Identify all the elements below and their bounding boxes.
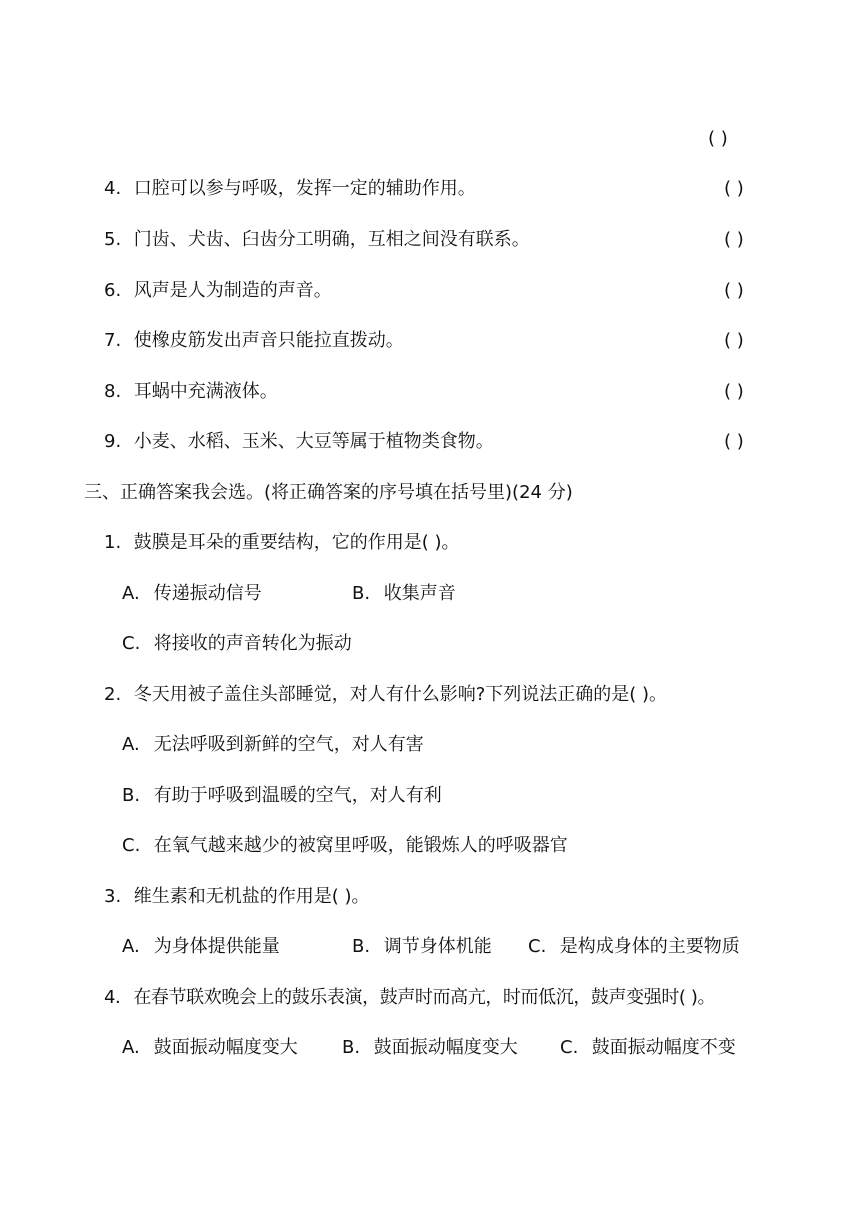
option-a[interactable] bbox=[122, 733, 424, 757]
answer-paren[interactable]: ( ) bbox=[724, 381, 744, 402]
option-text: 在氧气越来越少的被窝里呼吸，能锻炼人的呼吸器官 bbox=[153, 835, 568, 856]
option-text: 是构成身体的主要物质 bbox=[559, 936, 740, 957]
option-b[interactable] bbox=[352, 582, 456, 606]
item-number: 9. bbox=[104, 431, 122, 452]
item-text: 耳蜗中充满液体。 bbox=[133, 381, 278, 402]
option-text: 调节身体机能 bbox=[383, 936, 492, 957]
answer-paren[interactable]: ( ) bbox=[724, 178, 744, 199]
question-number: 1. bbox=[104, 532, 122, 553]
question-text: 维生素和无机盐的作用是( )。 bbox=[133, 886, 370, 907]
option-letter: A. bbox=[122, 734, 140, 755]
option-b[interactable] bbox=[122, 784, 442, 808]
item-text: 口腔可以参与呼吸，发挥一定的辅助作用。 bbox=[133, 178, 476, 199]
question-number: 2. bbox=[104, 684, 122, 705]
item-text: 小麦、水稻、玉米、大豆等属于植物类食物。 bbox=[133, 431, 494, 452]
item-number: 7. bbox=[104, 330, 122, 351]
judge-item-7 bbox=[104, 329, 404, 353]
judge-item-6 bbox=[104, 279, 332, 303]
option-text: 传递振动信号 bbox=[153, 583, 262, 604]
option-a[interactable] bbox=[122, 935, 280, 959]
option-text: 鼓面振动幅度变大 bbox=[373, 1037, 518, 1058]
option-text: 无法呼吸到新鲜的空气，对人有害 bbox=[153, 734, 424, 755]
item-text: 使橡皮筋发出声音只能拉直拨动。 bbox=[133, 330, 404, 351]
item-text: 风声是人为制造的声音。 bbox=[133, 280, 332, 301]
question-text: 鼓膜是耳朵的重要结构，它的作用是( )。 bbox=[133, 532, 460, 553]
option-text: 有助于呼吸到温暖的空气，对人有利 bbox=[153, 785, 442, 806]
option-letter: B. bbox=[122, 785, 141, 806]
answer-paren[interactable]: ( ) bbox=[724, 280, 744, 301]
section-title: 三、正确答案我会选。(将正确答案的序号填在括号里)(24 分) bbox=[84, 482, 573, 503]
option-b[interactable] bbox=[352, 935, 492, 959]
item-number: 5. bbox=[104, 229, 122, 250]
option-letter: C. bbox=[122, 835, 141, 856]
question-number: 4. bbox=[104, 987, 121, 1008]
item-number: 4. bbox=[104, 178, 122, 199]
option-letter: A. bbox=[122, 1037, 140, 1058]
option-letter: B. bbox=[352, 583, 371, 604]
option-letter: C. bbox=[560, 1037, 579, 1058]
option-c[interactable] bbox=[122, 632, 352, 656]
option-text: 收集声音 bbox=[383, 583, 456, 604]
option-a[interactable] bbox=[122, 1036, 298, 1060]
question-number: 3. bbox=[104, 886, 122, 907]
option-text: 为身体提供能量 bbox=[153, 936, 280, 957]
option-letter: C. bbox=[528, 936, 547, 957]
option-a[interactable] bbox=[122, 582, 262, 606]
question-1 bbox=[104, 531, 460, 555]
option-b[interactable] bbox=[342, 1036, 518, 1060]
option-letter: B. bbox=[342, 1037, 361, 1058]
answer-paren[interactable]: ( ) bbox=[724, 229, 744, 250]
answer-paren[interactable]: ( ) bbox=[708, 128, 728, 149]
option-c[interactable] bbox=[528, 935, 740, 959]
item-number: 8. bbox=[104, 381, 122, 402]
question-3 bbox=[104, 885, 370, 909]
option-c[interactable] bbox=[560, 1036, 736, 1060]
answer-paren[interactable]: ( ) bbox=[724, 431, 744, 452]
question-text: 在春节联欢晚会上的鼓乐表演，鼓声时而高亢，时而低沉，鼓声变强时( )。 bbox=[133, 987, 716, 1008]
item-text: 门齿、犬齿、臼齿分工明确，互相之间没有联系。 bbox=[133, 229, 530, 250]
option-text: 鼓面振动幅度变大 bbox=[153, 1037, 298, 1058]
option-letter: B. bbox=[352, 936, 371, 957]
option-letter: C. bbox=[122, 633, 141, 654]
judge-item-9 bbox=[104, 430, 494, 454]
question-2 bbox=[104, 683, 667, 707]
question-text: 冬天用被子盖住头部睡觉，对人有什么影响?下列说法正确的是( )。 bbox=[133, 684, 668, 705]
judge-item-4 bbox=[104, 177, 476, 201]
option-c[interactable] bbox=[122, 834, 568, 858]
answer-paren[interactable]: ( ) bbox=[724, 330, 744, 351]
judge-item-5 bbox=[104, 228, 530, 252]
question-4 bbox=[104, 986, 715, 1010]
option-text: 鼓面振动幅度不变 bbox=[591, 1037, 736, 1058]
option-letter: A. bbox=[122, 583, 140, 604]
item-number: 6. bbox=[104, 280, 122, 301]
option-letter: A. bbox=[122, 936, 140, 957]
judge-item-8 bbox=[104, 380, 278, 404]
option-text: 将接收的声音转化为振动 bbox=[153, 633, 352, 654]
